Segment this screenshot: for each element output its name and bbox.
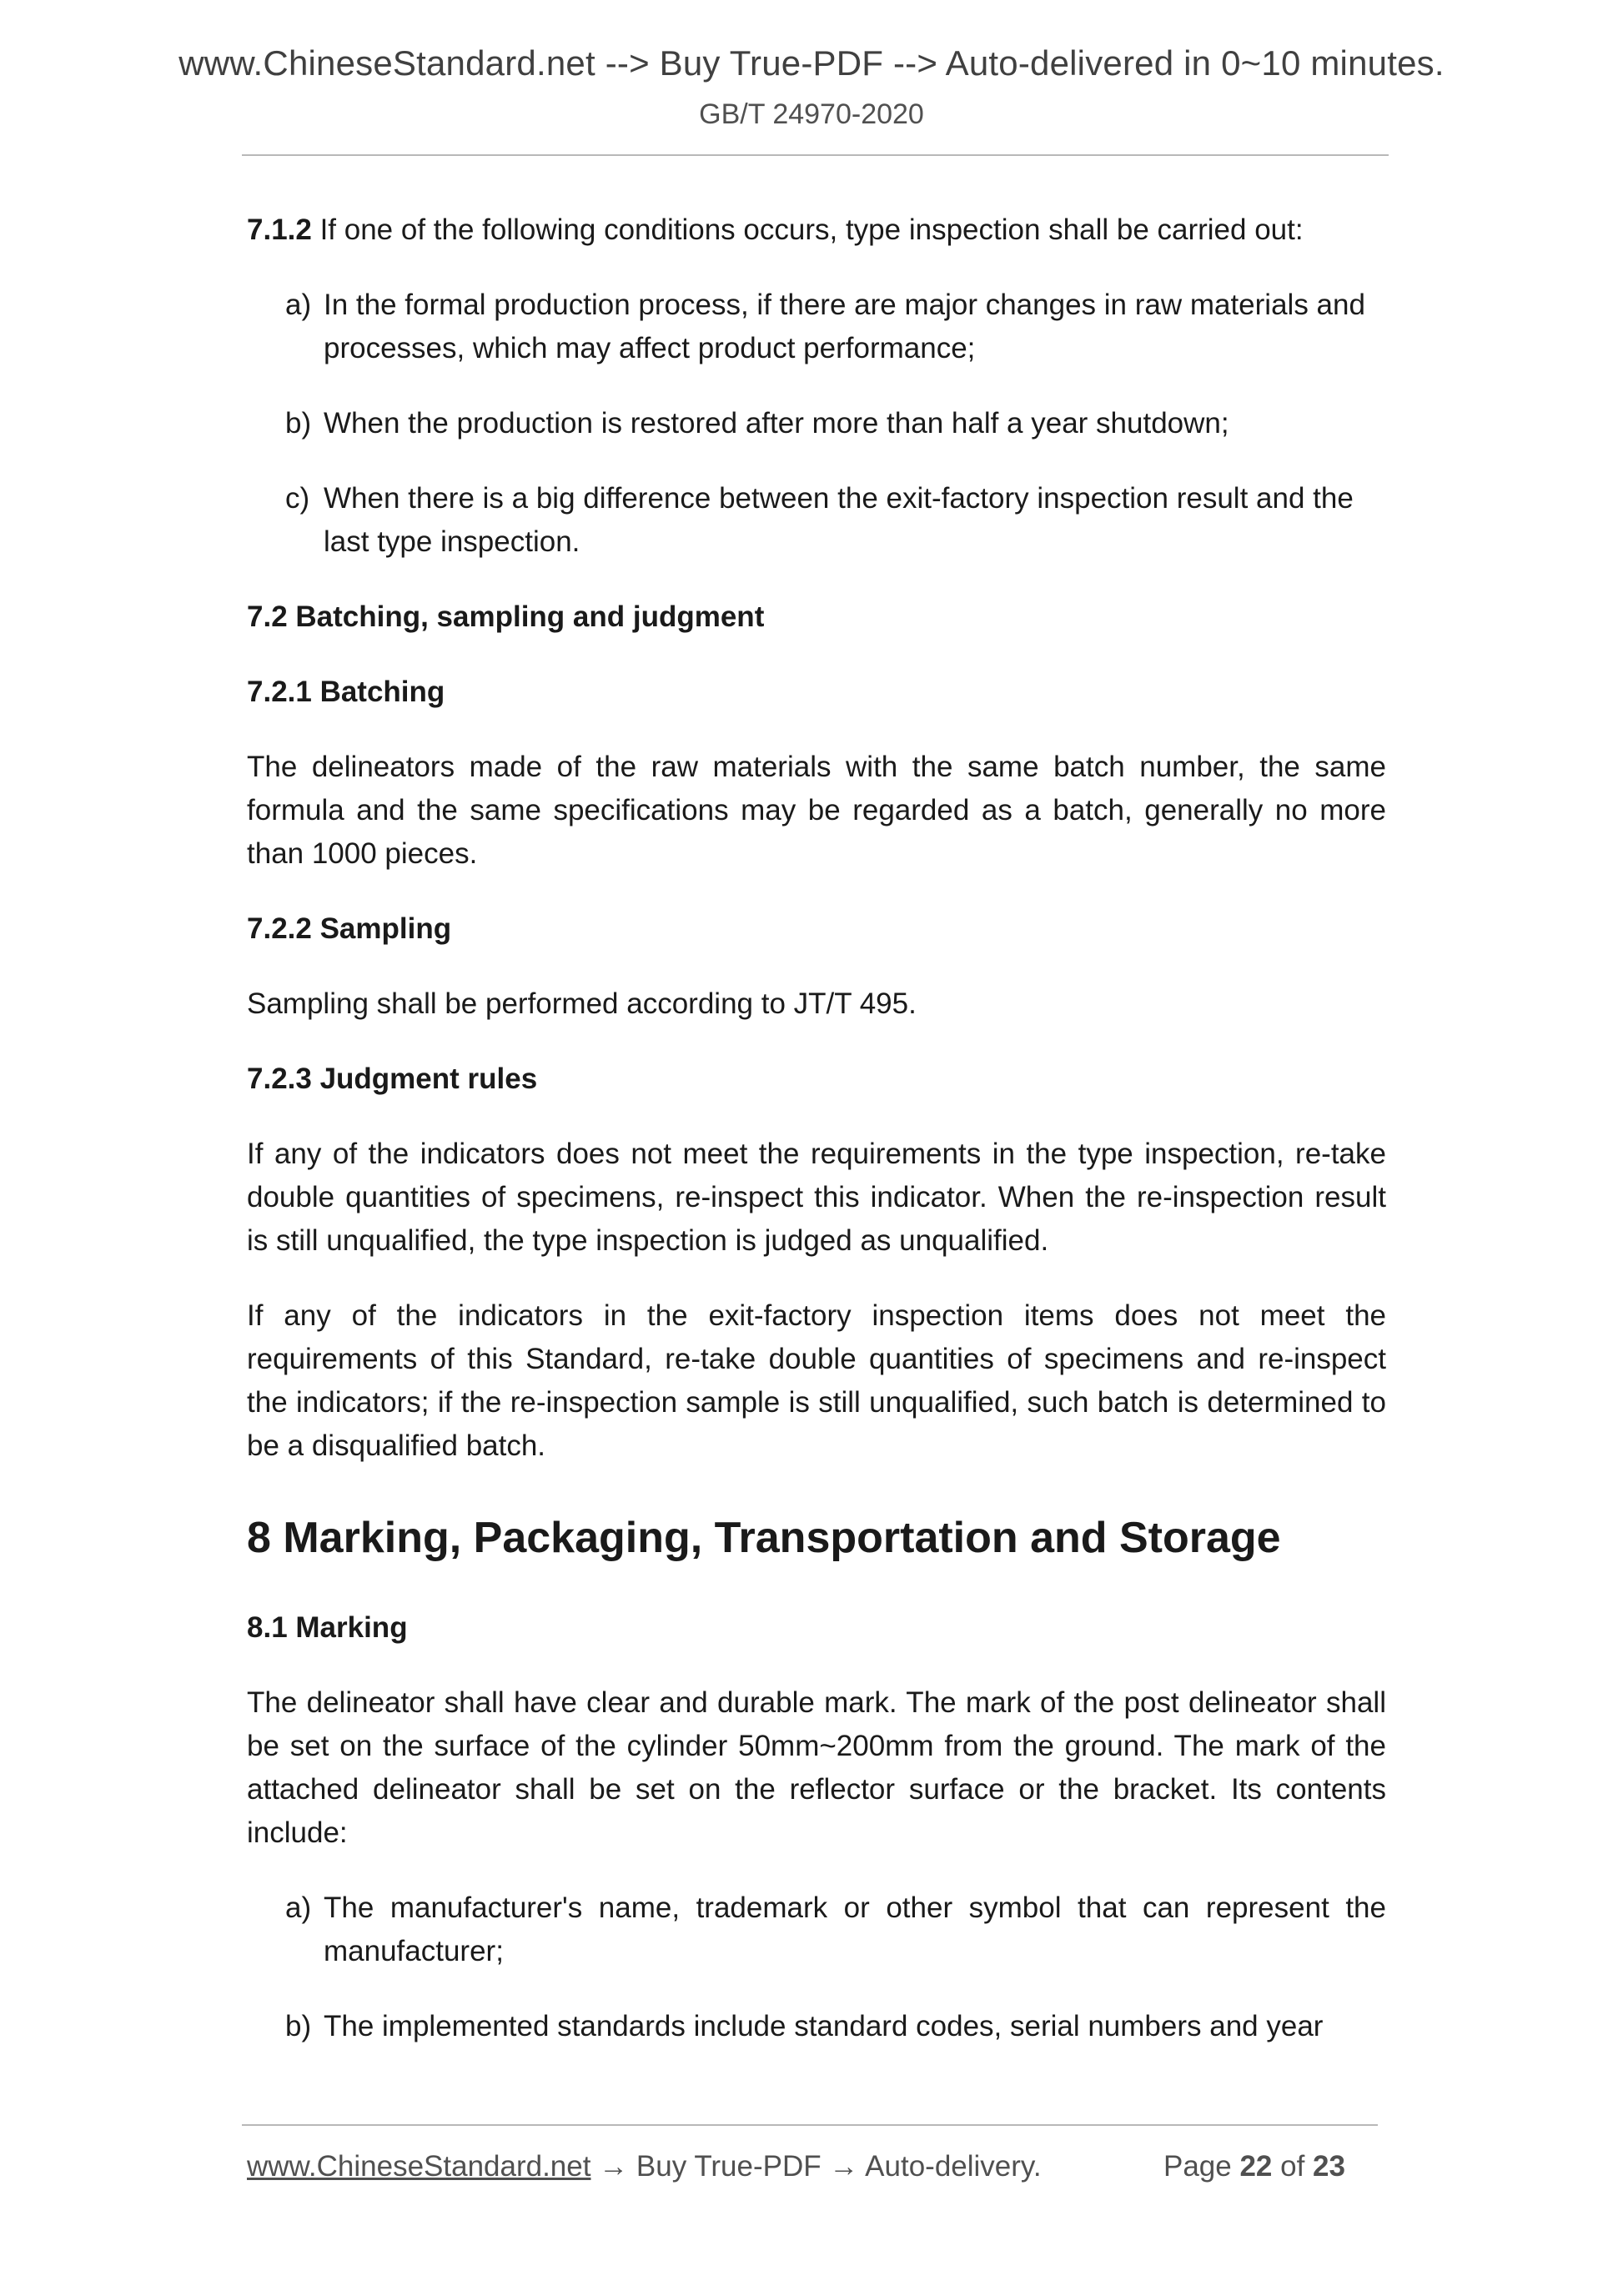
- header-divider: [242, 154, 1389, 156]
- list-marker: b): [285, 2010, 312, 2042]
- list-marker: a): [285, 289, 312, 321]
- document-code: GB/T 24970-2020: [699, 98, 924, 130]
- footer-site-link[interactable]: www.ChineseStandard.net: [247, 2150, 591, 2183]
- list-item: [247, 1887, 1386, 1973]
- list-item: [247, 2005, 1386, 2048]
- list-marker: a): [285, 1892, 312, 1924]
- section-heading-7-2: 7.2 Batching, sampling and judgment: [247, 600, 765, 633]
- page-label: Page: [1163, 2150, 1240, 2183]
- list-text: When there is a big difference between the exit-factory inspection result and the last type inspection.: [324, 482, 1354, 558]
- section-heading-7-2-2: 7.2.2 Sampling: [247, 912, 452, 945]
- page-body: [247, 208, 1386, 2080]
- of-label: of: [1272, 2150, 1314, 2183]
- list-item: [247, 284, 1386, 370]
- section-heading-7-2-3: 7.2.3 Judgment rules: [247, 1063, 538, 1095]
- list-text: When the production is restored after more than half a year shutdown;: [324, 407, 1229, 440]
- list-marker: b): [285, 407, 312, 440]
- paragraph-marking: The delineator shall have clear and durable mark. The mark of the post delineator shall be set on the surface of the cylinder 50mm~200mm from the ground. The mark of the attached delineator shall be set on the reflector surface or the bracket. Its contents include:: [247, 1686, 1386, 1849]
- list-text: The implemented standards include standard codes, serial numbers and year: [324, 2010, 1324, 2042]
- section-heading-8-1: 8.1 Marking: [247, 1611, 408, 1644]
- list-text: In the formal production process, if there are major changes in raw materials and processes, which may affect product performance;: [324, 289, 1365, 364]
- paragraph-sampling: Sampling shall be performed according to JT/T 495.: [247, 987, 917, 1020]
- clause-text: If one of the following conditions occurs, type inspection shall be carried out:: [311, 214, 1304, 246]
- page-number: [1163, 2150, 1345, 2183]
- footer-promo-text: → Buy True-PDF → Auto-delivery.: [590, 2150, 1042, 2183]
- page-total: 23: [1313, 2150, 1345, 2183]
- list-marker: c): [285, 482, 310, 515]
- section-heading-7-2-1: 7.2.1 Batching: [247, 676, 445, 708]
- list-item: [247, 402, 1386, 445]
- paragraph-batching: The delineators made of the raw materials with the same batch number, the same formula and the same specifications may be regarded as a batch, generally no more than 1000 pieces.: [247, 751, 1386, 870]
- footer-promo: [247, 2150, 1042, 2183]
- chapter-heading-8: 8 Marking, Packaging, Transportation and Storage: [247, 1514, 1281, 1562]
- list-text: The manufacturer's name, trademark or other symbol that can represent the manufacturer;: [324, 1892, 1386, 1967]
- footer-divider: [242, 2124, 1378, 2126]
- site-banner: www.ChineseStandard.net --> Buy True-PDF --> Auto-delivered in 0~10 minutes.: [178, 43, 1445, 83]
- page-current: 22: [1239, 2150, 1273, 2183]
- paragraph-judgment-exit-factory: If any of the indicators in the exit-factory inspection items does not meet the requirements of this Standard, re-take double quantities of specimens and re-inspect the indicators; if the re-inspection sample is still unqualified, such batch is determined to be a disqualified batch.: [247, 1299, 1386, 1462]
- clause-7-1-2: [247, 208, 1386, 252]
- paragraph-judgment-type: If any of the indicators does not meet the requirements in the type inspection, re-take double quantities of specimens, re-inspect this indicator. When the re-inspection result is still unqualified, the type inspection is judged as unqualified.: [247, 1138, 1386, 1257]
- clause-number: 7.1.2: [247, 214, 312, 246]
- list-item: [247, 477, 1386, 564]
